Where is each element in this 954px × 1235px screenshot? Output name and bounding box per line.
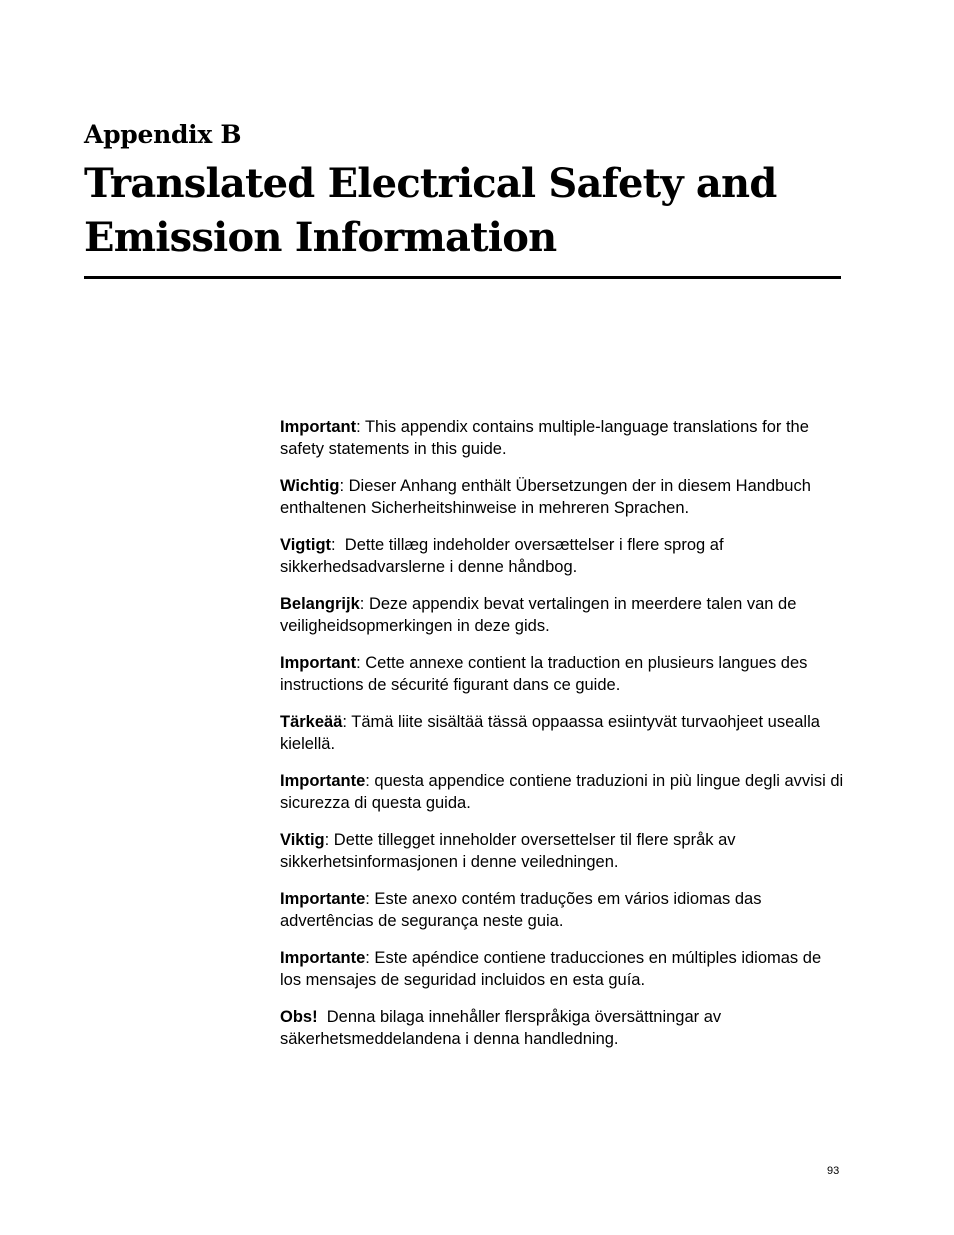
page-number: 93	[827, 1165, 840, 1177]
notice-norwegian	[280, 829, 846, 873]
page-title	[84, 157, 854, 265]
notice-danish	[280, 534, 846, 578]
notice-english	[280, 416, 846, 460]
notice-text: : questa appendice contiene traduzioni in più lingue degli avvisi di sicurezza di questa guida.	[280, 772, 844, 812]
notice-keyword: Tärkeää	[280, 713, 343, 731]
notice-text: : Deze appendix bevat vertalingen in meerdere talen van de veiligheidsopmerkingen in deze gids.	[280, 595, 797, 635]
notice-text: : Tämä liite sisältää tässä oppaassa esiintyvät turvaohjeet usealla kielellä.	[280, 713, 820, 753]
title-divider	[84, 276, 841, 279]
notice-spanish	[280, 947, 846, 991]
notice-keyword: Importante	[280, 772, 366, 790]
notice-keyword: Importante	[280, 890, 366, 908]
notice-text: : Dette tillegget inneholder oversettelser til flere språk av sikkerhetsinformasjonen i denne veiledningen.	[280, 831, 736, 871]
notice-text: Denna bilaga innehåller flerspråkiga översättningar av säkerhetsmeddelandena i denna handledning.	[280, 1008, 726, 1048]
notice-text: : This appendix contains multiple-language translations for the safety statements in this guide.	[280, 418, 809, 458]
notice-text: : Este apéndice contiene traducciones en múltiples idiomas de los mensajes de seguridad incluidos en esta guía.	[280, 949, 822, 989]
notice-dutch	[280, 593, 846, 637]
notice-german	[280, 475, 846, 519]
notice-portuguese	[280, 888, 846, 932]
notice-keyword: Viktig	[280, 831, 325, 849]
appendix-label: Appendix B	[84, 120, 242, 149]
notice-text: : Cette annexe contient la traduction en plusieurs langues des instructions de sécurité figurant dans ce guide.	[280, 654, 808, 694]
notice-keyword: Vigtigt	[280, 536, 332, 554]
notice-text: : Dette tillæg indeholder oversættelser i flere sprog af sikkerhedsadvarslerne i denne håndbog.	[280, 536, 729, 576]
notice-text: : Dieser Anhang enthält Übersetzungen der in diesem Handbuch enthaltenen Sicherheitshinweise in mehreren Sprachen.	[280, 477, 811, 517]
notice-keyword: Belangrijk	[280, 595, 360, 613]
notice-finnish	[280, 711, 846, 755]
notice-french	[280, 652, 846, 696]
notice-keyword: Important	[280, 418, 357, 436]
notice-keyword: Important	[280, 654, 357, 672]
page-title-line-1: Translated Electrical Safety and	[84, 160, 777, 207]
translated-notices	[280, 416, 846, 1065]
notice-italian	[280, 770, 846, 814]
page-title-line-2: Emission Information	[84, 214, 557, 261]
notice-keyword: Wichtig	[280, 477, 340, 495]
notice-text: : Este anexo contém traduções em vários idiomas das advertências de segurança neste guia.	[280, 890, 762, 930]
notice-keyword: Obs!	[280, 1008, 318, 1026]
notice-swedish	[280, 1006, 846, 1050]
notice-keyword: Importante	[280, 949, 366, 967]
